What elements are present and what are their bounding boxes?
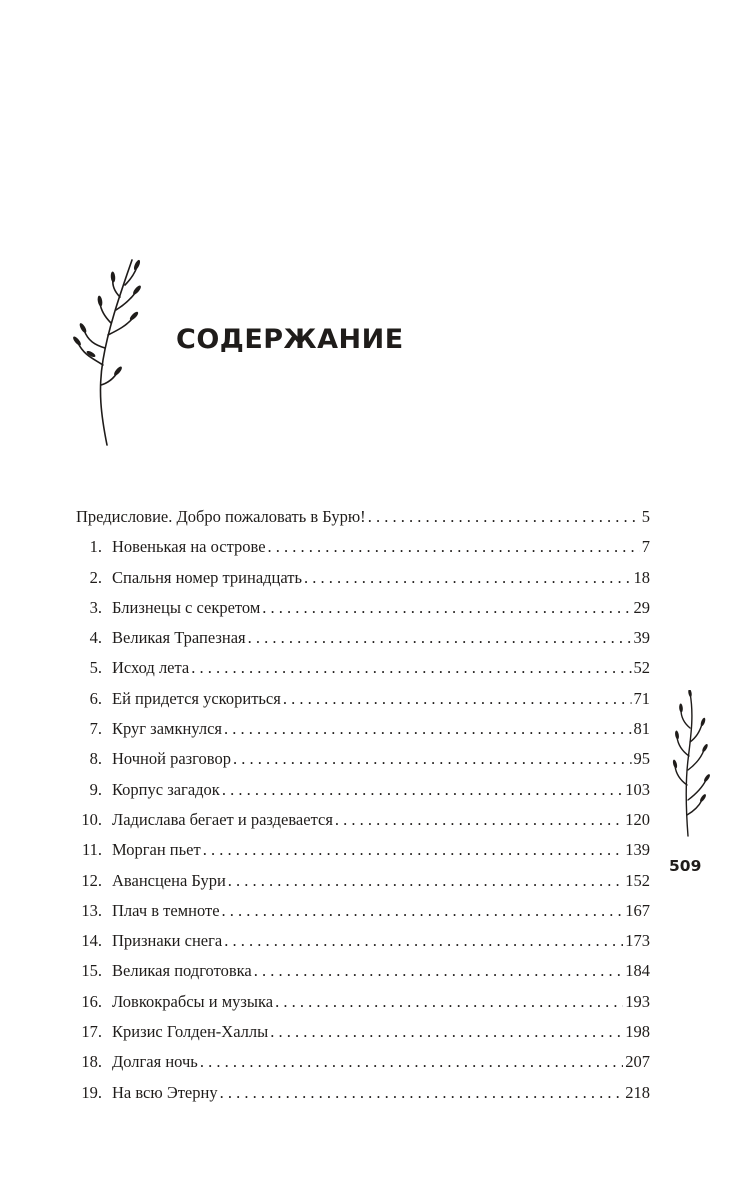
toc-entry-title: Плач в темноте [112,900,220,920]
toc-entry-page: 173 [625,931,650,951]
toc-entry-page: 5 [641,507,650,526]
toc-entry-number: 16. [81,991,102,1011]
page-number: 509 [669,857,702,875]
toc-entry-title: Великая подготовка [112,961,252,981]
dot-leader [224,926,623,956]
toc-entry-page: 184 [625,961,650,981]
toc-entry [76,684,650,714]
dot-leader [254,956,624,986]
toc-entry-number: 7. [89,719,102,739]
toc-entry [76,987,650,1017]
toc-entry [76,896,650,926]
toc-entry-page: 139 [625,840,650,860]
toc-entry [76,835,650,865]
toc-entry [76,956,650,986]
toc-entry-title: Исход лета [112,658,190,678]
toc-entry-page: 18 [633,567,650,587]
toc-entry [76,1047,650,1077]
toc-entry-title: Корпус загадок [112,779,220,799]
toc-entry-title: Признаки снега [112,931,223,951]
dot-leader [268,532,640,562]
toc-entry [76,744,650,774]
toc-entry-number: 3. [89,597,102,617]
toc-entry-page: 167 [625,900,650,920]
toc-entry-title: Ночной разговор [112,749,231,769]
dot-leader [224,714,632,744]
toc-entry-page: 95 [633,749,650,769]
toc-entry-number: 4. [89,628,102,648]
toc-entry-number: 5. [89,658,102,678]
toc-entry [76,775,650,805]
toc-entry [76,714,650,744]
toc-entry-title: Спальня номер тринадцать [112,567,303,587]
toc-entry [76,1078,650,1108]
toc-entry-title: Ладислава бегает и раздевается [112,809,333,829]
page-title: СОДЕРЖАНИЕ [176,324,404,355]
toc-entry-number: 1. [89,537,102,557]
dot-leader [200,1047,623,1077]
toc-entry-title: Великая Трапезная [112,628,246,648]
leaf-sprig-icon [70,255,145,450]
dot-leader [270,1017,623,1047]
toc-entry-number: 8. [89,749,102,769]
toc-entry [76,866,650,896]
toc-entry-number: 6. [89,688,102,708]
toc-entry [76,593,650,623]
toc-entry-page: 193 [625,991,650,1011]
dot-leader [228,866,623,896]
toc-entry-title: Ловкокрабсы и музыка [112,991,274,1011]
toc-entry-number: 10. [81,809,102,829]
toc-entry-title: На всю Этерну [112,1082,218,1102]
dot-leader [283,684,632,714]
dot-leader [222,775,623,805]
toc-entry-page: 81 [633,719,650,739]
toc-entry-page: 207 [625,1052,650,1072]
toc-entry-page: 52 [633,658,650,678]
toc-entry-page: 103 [625,779,650,799]
dot-leader [248,623,632,653]
toc-entry-page: 198 [625,1022,650,1042]
dot-leader [233,744,632,774]
toc-entry-number: 19. [81,1082,102,1102]
dot-leader [203,835,624,865]
dot-leader [220,1078,624,1108]
toc-entry-title: Морган пьет [112,840,201,860]
leaf-sprig-icon [668,690,716,840]
toc-entry-page: 218 [625,1082,650,1102]
toc-entry [76,805,650,835]
toc-entry-page: 39 [633,628,650,648]
toc-entry [76,532,650,562]
toc-entry-title: Новенькая на острове [112,537,266,557]
toc-entry-number: 17. [81,1022,102,1042]
toc-entry-title: Долгая ночь [112,1052,198,1072]
dot-leader [275,987,623,1017]
dot-leader [191,653,631,683]
toc-entry [76,1017,650,1047]
toc-entry-number: 2. [89,567,102,587]
toc-entry-number: 13. [81,900,102,920]
toc-entry-page: 29 [633,597,650,617]
table-of-contents [76,502,650,1108]
dot-leader [304,563,631,593]
toc-entry-title: Кризис Голден-Халлы [112,1022,269,1042]
toc-entry-number: 15. [81,961,102,981]
toc-entry-page: 71 [633,688,650,708]
toc-entry [76,653,650,683]
toc-entry-title: Близнецы с секретом [112,597,261,617]
toc-entry-title: Ей придется ускориться [112,688,281,708]
toc-entry [76,563,650,593]
dot-leader [335,805,623,835]
dot-leader [368,502,640,532]
toc-entry-number: 9. [89,779,102,799]
toc-entry-number: 12. [81,870,102,890]
dot-leader [222,896,624,926]
toc-entry-page: 152 [625,870,650,890]
toc-entry-page: 7 [641,537,650,557]
toc-entry-number: 14. [81,931,102,951]
toc-entry-number: 18. [81,1052,102,1072]
toc-entry [76,623,650,653]
dot-leader [262,593,631,623]
toc-entry-preface [76,502,650,532]
toc-entry-title: Предисловие. Добро пожаловать в Бурю! [76,507,366,526]
toc-entry [76,926,650,956]
toc-entry-title: Авансцена Бури [112,870,226,890]
toc-entry-number: 11. [81,840,102,860]
toc-entry-page: 120 [625,809,650,829]
toc-entry-title: Круг замкнулся [112,719,222,739]
